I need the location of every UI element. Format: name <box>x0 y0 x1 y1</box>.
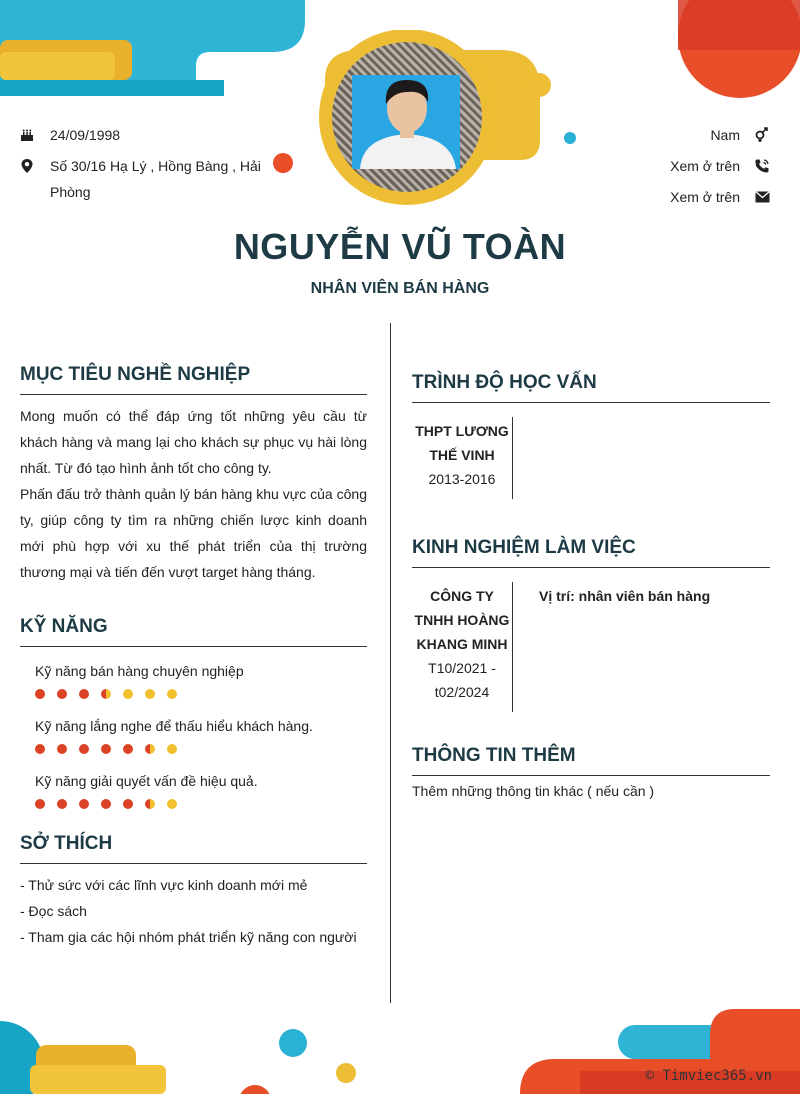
extra-section <box>412 745 770 804</box>
skill-label: Kỹ năng bán hàng chuyên nghiệp <box>35 663 244 679</box>
rating-dot <box>57 744 67 754</box>
rating-dot <box>167 799 177 809</box>
top-right-decoration <box>668 0 800 100</box>
objective-section <box>20 364 367 585</box>
email-row <box>570 184 770 210</box>
rating-dot <box>35 799 45 809</box>
rating-dot <box>57 689 67 699</box>
company-name: CÔNG TY TNHH HOÀNG KHANG MINH <box>414 588 510 652</box>
location-pin-icon <box>20 153 50 179</box>
skills-section <box>20 616 367 809</box>
left-column <box>20 364 367 950</box>
school-name: THPT LƯƠNG THẾ VINH <box>415 423 509 463</box>
skill-item <box>35 771 367 809</box>
envelope-icon <box>740 184 770 210</box>
hobbies-title: SỞ THÍCH <box>20 833 367 864</box>
cake-icon <box>20 122 50 148</box>
avatar <box>332 42 482 192</box>
skill-rating <box>35 799 367 809</box>
education-section <box>412 372 770 499</box>
rating-dot <box>79 744 89 754</box>
rating-dot <box>123 689 133 699</box>
rating-dot <box>79 689 89 699</box>
rating-dot <box>123 799 133 809</box>
column-divider <box>390 323 391 1003</box>
rating-dot <box>123 744 133 754</box>
top-left-decoration <box>0 0 310 100</box>
right-column <box>412 372 770 804</box>
extra-text: Thêm những thông tin khác ( nếu cần ) <box>412 783 655 799</box>
experience-period: T10/2021 - t02/2024 <box>428 660 496 700</box>
address-row <box>20 153 270 205</box>
education-entry <box>412 417 770 499</box>
skill-rating <box>35 689 367 699</box>
profile-photo-icon <box>332 42 482 192</box>
watermark: © Timviec365.vn <box>645 1068 772 1084</box>
experience-title: KINH NGHIỆM LÀM VIỆC <box>412 537 770 568</box>
skill-item <box>35 716 367 754</box>
rating-dot <box>167 744 177 754</box>
rating-dot <box>145 799 155 809</box>
hobbies-section <box>20 833 367 950</box>
email-text: Xem ở trên <box>670 189 740 205</box>
job-title: NHÂN VIÊN BÁN HÀNG <box>310 280 490 297</box>
extra-title: THÔNG TIN THÊM <box>412 745 770 776</box>
objective-paragraph-2: Phấn đấu trở thành quản lý bán hàng khu vực của công ty, giúp công ty tìm ra những chiến lược kinh doanh mới phù hợp với xu thế phát triển của thị trường thương mại và tiến đến vượt target hàng tháng. <box>20 486 367 580</box>
rating-dot <box>35 744 45 754</box>
bottom-left-decoration <box>0 1005 370 1094</box>
hobby-item: - Thử sức với các lĩnh vực kinh doanh mới mẻ <box>20 877 308 893</box>
rating-dot <box>145 744 155 754</box>
contact-left <box>20 122 270 210</box>
phone-row <box>570 153 770 179</box>
address-text: Số 30/16 Hạ Lý , Hồng Bàng , Hải Phòng <box>50 158 261 200</box>
candidate-name: NGUYỄN VŨ TOÀN <box>233 226 567 267</box>
hobby-item: - Đọc sách <box>20 903 87 919</box>
skill-rating <box>35 744 367 754</box>
gender-text: Nam <box>710 127 740 143</box>
phone-icon <box>740 153 770 179</box>
birthday-text: 24/09/1998 <box>50 127 121 143</box>
rating-dot <box>101 799 111 809</box>
contact-right <box>570 122 770 215</box>
phone-text: Xem ở trên <box>670 158 740 174</box>
rating-dot <box>145 689 155 699</box>
gender-row <box>570 122 770 148</box>
rating-dot <box>57 799 67 809</box>
rating-dot <box>101 689 111 699</box>
experience-entry <box>412 582 770 712</box>
rating-dot <box>167 689 177 699</box>
skill-label: Kỹ năng giải quyết vấn đề hiệu quả. <box>35 773 258 789</box>
rating-dot <box>79 799 89 809</box>
skills-list <box>20 661 367 809</box>
education-title: TRÌNH ĐỘ HỌC VẤN <box>412 372 770 403</box>
rating-dot <box>101 744 111 754</box>
skill-item <box>35 661 367 699</box>
education-period: 2013-2016 <box>428 471 496 487</box>
objective-title: MỤC TIÊU NGHỀ NGHIỆP <box>20 364 367 395</box>
skills-title: KỸ NĂNG <box>20 616 367 647</box>
rating-dot <box>35 689 45 699</box>
experience-position: Vị trí: nhân viên bán hàng <box>539 588 711 604</box>
experience-section <box>412 537 770 712</box>
gender-icon <box>740 122 770 148</box>
skill-label: Kỹ năng lắng nghe để thấu hiểu khách hàng. <box>35 718 313 734</box>
objective-paragraph-1: Mong muốn có thể đáp ứng tốt những yêu cầu từ khách hàng và mang lại cho khách sự phục vụ hài lòng nhất. Từ đó tạo hình ảnh tốt cho công ty. <box>20 408 367 476</box>
hobby-item: - Tham gia các hội nhóm phát triển kỹ năng con người <box>20 929 357 945</box>
birthday-row <box>20 122 270 148</box>
